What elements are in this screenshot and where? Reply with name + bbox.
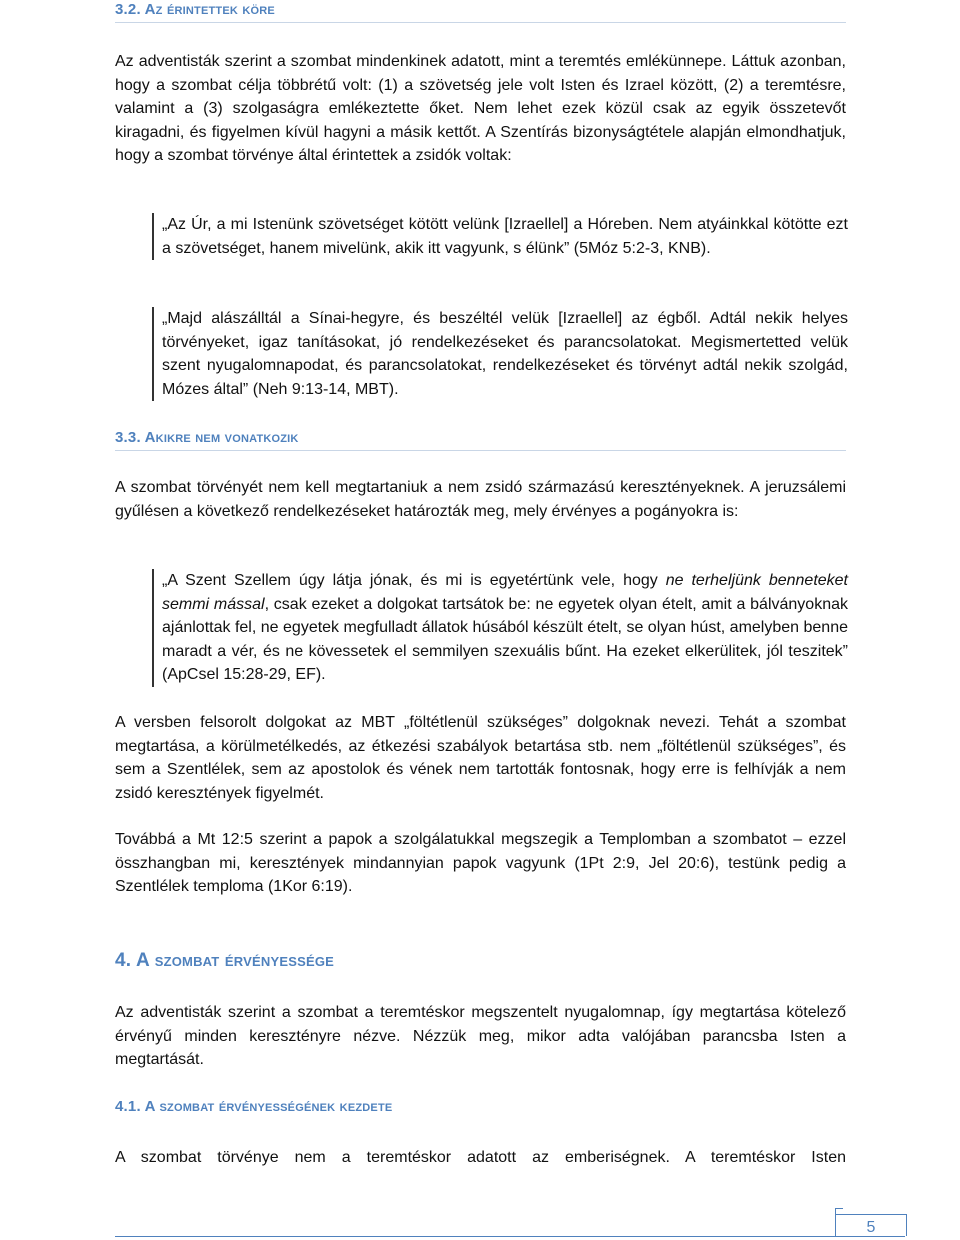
paragraph-validity: Az adventisták szerint a szombat a teremtéskor megszentelt nyugalomnap, így megtartása kötelező érvényű minden keresztényre nézve. Nézzük meg, mikor adta valójában parancsba Isten a megtartását.	[115, 1004, 846, 1068]
section-heading-3-2: 3.2. Az érintettek köre	[115, 1, 846, 23]
quote-deuteronomy: „Az Úr, a mi Istenünk szövetséget kötött velünk [Izraellel] a Hóreben. Nem atyáinkkal kötötte ezt a szövetséget, hanem mivelünk, akik itt vagyunk, s élünk” (5Móz 5:2-3, KNB).	[152, 213, 848, 260]
quote-acts: „A Szent Szellem úgy látja jónak, és mi is egyetértünk vele, hogy ne terheljünk benneteket semmi mással, csak ezeket a dolgokat tartsátok be: ne egyetek olyan ételt, amit a bálványoknak ajánlottak fel, ne egyetek megfulladt állatok húsából készült ételt, se olyan húst, amelyben benne maradt a vér, és ne kövessetek el semmilyen szexuális bűnt. Ha ezeket elkerülitek, jól teszitek” (ApCsel 15:28-29, EF).	[152, 569, 848, 687]
paragraph-priests: Továbbá a Mt 12:5 szerint a papok a szolgálatukkal megszegik a Templomban a szombatot – ezzel összhangban mi, keresztények mindannyian papok vagyunk (1Pt 2:9, Jel 20:6), testünk pedig a Szentlélek temploma (1Kor 6:19).	[115, 831, 846, 895]
footer-rule	[115, 1236, 905, 1237]
page-number-box	[835, 1214, 907, 1236]
emphasis-text: ne terheljünk benneteket semmi mással	[162, 572, 849, 613]
section-heading-3-3: 3.3. Akikre nem vonatkozik	[115, 429, 846, 451]
paragraph-creation: A szombat törvénye nem a teremtéskor adatott az emberiségnek. A teremtéskor Isten	[115, 1149, 846, 1166]
page-box-corner	[835, 1208, 843, 1216]
section-heading-4-1: 4.1. A szombat érvényességének kezdete	[115, 1098, 393, 1115]
paragraph-intro: Az adventisták szerint a szombat mindenkinek adatott, mint a teremtés emlékünnepe. Láttuk azonban, hogy a szombat célja többrétű volt: (1) a szövetség jele volt Isten és Izrael között, (2) a teremtésre, valamint a (3) szolgaságra emlékeztette őket. Nem lehet ezek közül csak az egyik összetevőt kiragadni, és figyelmen kívül hagyni a másik kettőt. A Szentírás bizonyságtétele alapján elmondhatjuk, hogy a szombat törvénye által érintettek a zsidók voltak:	[115, 53, 846, 164]
paragraph-gentiles: A szombat törvényét nem kell megtartaniuk a nem zsidó származású keresztényeknek. A jeruzsálemi gyűlésen a következő rendelkezéseket határozták meg, mely érvényes a pogányokra is:	[115, 479, 846, 520]
paragraph-mbt: A versben felsorolt dolgokat az MBT „föltétlenül szükséges” dolgoknak nevezi. Tehát a szombat megtartása, a körülmetélkedés, az étkezési szabályok betartása stb. nem „föltétlenül szükséges”, és sem a Szentlélek, sem az apostolok és vének nem tartották fontosnak, hogy erre is felhívják a nem zsidó keresztények figyelmét.	[115, 714, 846, 802]
page-number: 5	[866, 1219, 876, 1236]
section-heading-4: 4. A szombat érvényessége	[115, 950, 335, 971]
quote-nehemiah: „Majd alászálltál a Sínai-hegyre, és beszéltél velük [Izraellel] az égből. Adtál nekik helyes törvényeket, igaz tanításokat, jó rendelkezéseket és parancsolatokat. Megismertetted velük szent nyugalomnapodat, és parancsolatokat, rendelkezéseket és törvényt adtál nekik szolgád, Mózes által” (Neh 9:13-14, MBT).	[152, 307, 848, 401]
